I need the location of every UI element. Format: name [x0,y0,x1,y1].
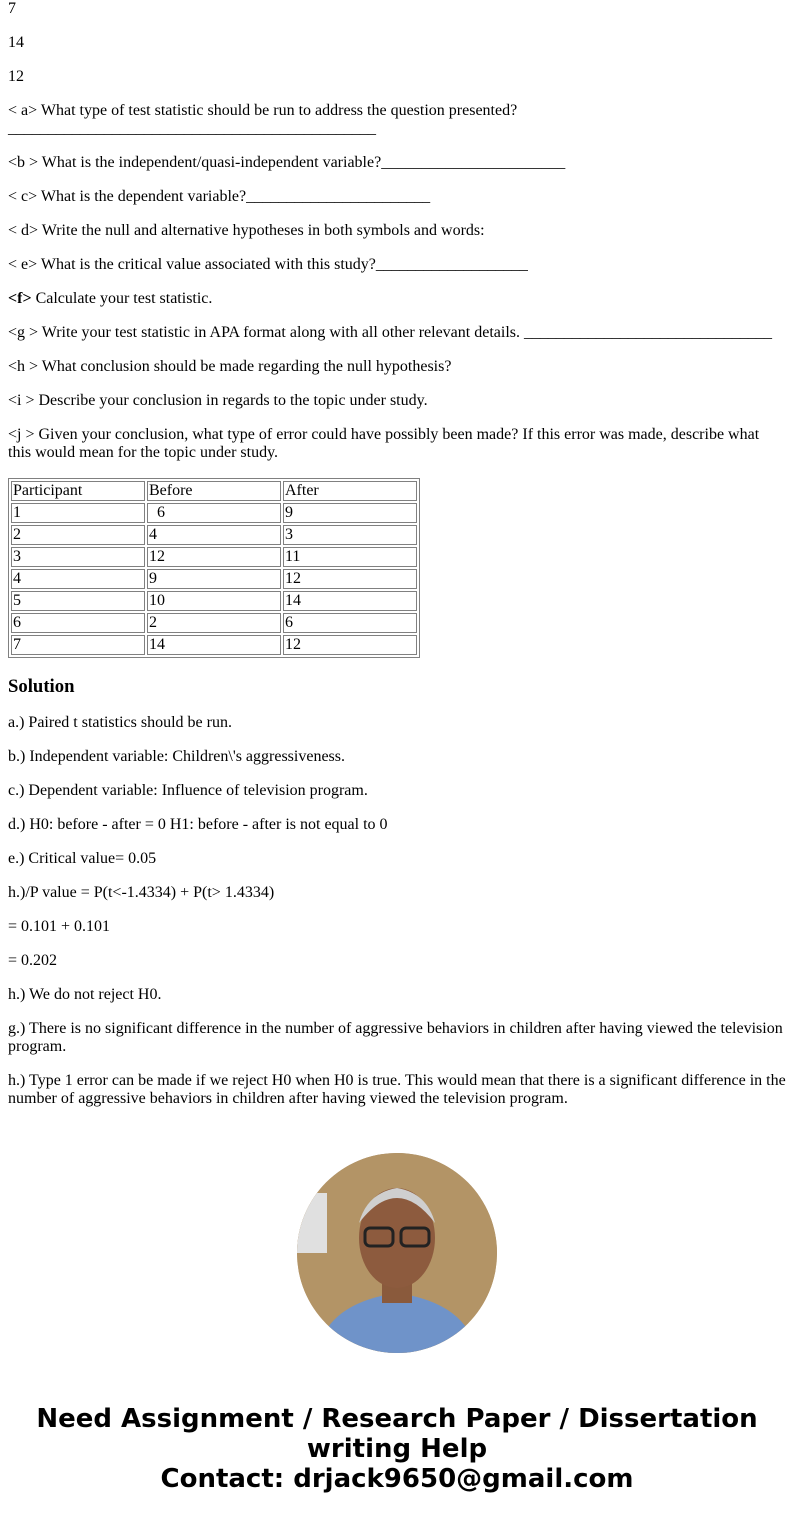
table-cell: 12 [283,569,417,589]
question [8,188,786,206]
solution-line: e.) Critical value= 0.05 [8,850,157,867]
table-cell: 2 [11,525,145,545]
table-cell: 11 [283,547,417,567]
question-label: < c> [8,188,38,205]
table-cell: 12 [283,635,417,655]
solution-line: d.) H0: before - after = 0 H1: before - after is not equal to 0 [8,816,388,833]
document [8,0,786,1124]
question [8,392,786,410]
solution-line: = 0.202 [8,952,58,969]
table-cell: 7 [11,635,145,655]
question-label: <b > [8,154,39,171]
table-cell: 14 [147,635,281,655]
table-header-row [11,481,417,501]
table-header-cell: Participant [11,481,145,501]
table-cell: 3 [283,525,417,545]
table-cell: 6 [283,613,417,633]
question [8,290,786,308]
solution [8,714,786,1108]
questions [8,102,786,462]
solution-line: b.) Independent variable: Children\'s aggressiveness. [8,748,346,765]
question-text: Write the null and alternative hypotheses in both symbols and words: [38,222,485,239]
table-row [11,525,417,545]
table-row [11,635,417,655]
table-cell: 12 [147,547,281,567]
question-text: What is the independent/quasi-independent variable?_______________________ [38,154,566,171]
table-cell: 6 [147,503,281,523]
table-cell: 3 [11,547,145,567]
table-cell: 10 [147,591,281,611]
table-cell: 9 [147,569,281,589]
question [8,222,786,240]
question-text: What type of test statistic should be run to address the question presented? ______________________________________________ [8,102,518,137]
intro-value: 7 [8,0,16,17]
table-cell: 9 [283,503,417,523]
question-text: What is the critical value associated with this study?___________________ [37,256,528,273]
table-cell: 2 [147,613,281,633]
table-header-cell: After [283,481,417,501]
question-text: Given your conclusion, what type of error could have possibly been made? If this error was made, describe what this would mean for the topic under study. [8,426,760,461]
table-cell: 4 [11,569,145,589]
table-cell: 6 [11,613,145,633]
question [8,154,786,172]
question [8,426,786,462]
question-label: < e> [8,256,38,273]
question-label: < d> [8,222,39,239]
question-label: < a> [8,102,38,119]
question [8,256,786,274]
solution-heading: Solution [8,676,75,697]
question-text: Calculate your test statistic. [31,290,213,307]
question [8,102,786,138]
table-cell: 1 [11,503,145,523]
table-cell: 4 [147,525,281,545]
table-row [11,569,417,589]
table-row [11,503,417,523]
question-text: What is the dependent variable?_______________________ [37,188,431,205]
solution-line: a.) Paired t statistics should be run. [8,714,232,731]
question-text: What conclusion should be made regarding the null hypothesis? [38,358,452,375]
table-cell: 5 [11,591,145,611]
table-row [11,613,417,633]
solution-line: g.) There is no significant difference in the number of aggressive behaviors in children after having viewed the television program. [8,1020,783,1055]
intro-values [8,0,786,86]
question-label: <h > [8,358,39,375]
question-text: Write your test statistic in APA format along with all other relevant details. _______________________________ [38,324,772,341]
solution-line: h.) Type 1 error can be made if we reject H0 when H0 is true. This would mean that there is a significant difference in the number of aggressive behaviors in children after having viewed the television program. [8,1072,786,1107]
footer-line-1: Need Assignment / Research Paper / Dissertation writing Help [36,1404,758,1464]
author-photo [297,1153,497,1353]
solution-line: h.) We do not reject H0. [8,986,162,1003]
table-header-cell: Before [147,481,281,501]
question [8,358,786,376]
solution-line: c.) Dependent variable: Influence of television program. [8,782,368,799]
data-table [8,478,420,658]
solution-line: = 0.101 + 0.101 [8,918,111,935]
question-label: <i > [8,392,35,409]
intro-value: 14 [8,34,24,51]
table-row [11,591,417,611]
intro-value: 12 [8,68,24,85]
question-text: Describe your conclusion in regards to the topic under study. [34,392,428,409]
question-label: <g > [8,324,39,341]
question-label: <j > [8,426,35,443]
footer-promo [0,1404,794,1494]
question-label: <f> [8,290,32,307]
table-cell: 14 [283,591,417,611]
question [8,324,786,342]
footer-contact: Contact: drjack9650@gmail.com [160,1464,634,1494]
solution-line: h.)/P value = P(t<-1.4334) + P(t> 1.4334) [8,884,275,901]
table-row [11,547,417,567]
